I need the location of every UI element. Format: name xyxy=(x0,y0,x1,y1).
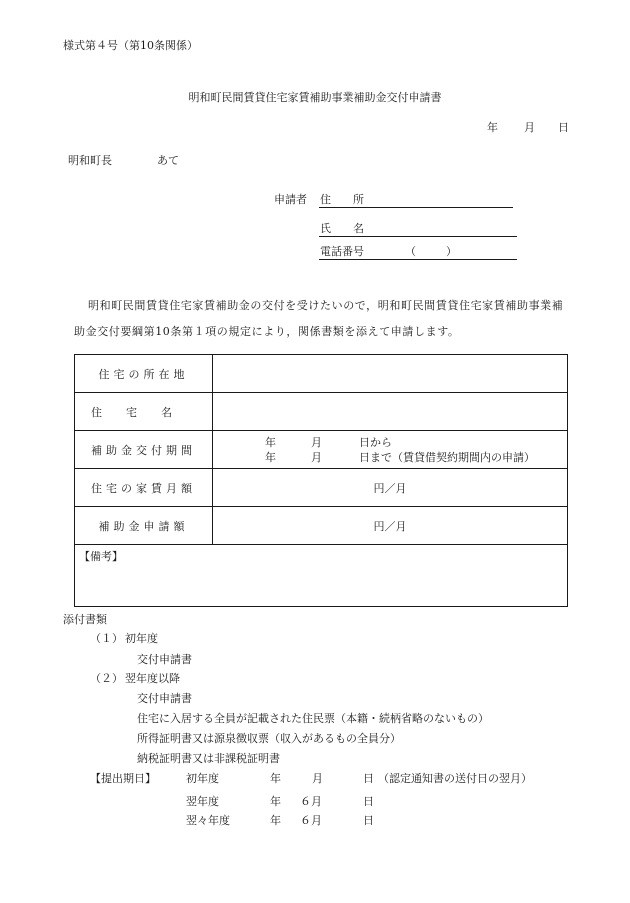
deadline-month: ６月 xyxy=(300,814,322,827)
date-day: 日 xyxy=(558,121,569,134)
phone-paren-close: ） xyxy=(446,245,457,258)
phone-label: 電話番号 xyxy=(320,245,364,258)
table-row xyxy=(75,469,568,507)
notes-field[interactable] xyxy=(75,545,568,607)
name-label: 氏 名 xyxy=(320,222,364,235)
subsidy-amount-field[interactable]: 円／月 xyxy=(213,507,568,545)
date-month: 月 xyxy=(524,121,535,134)
application-table xyxy=(74,354,568,607)
deadline-year: 年 xyxy=(270,772,281,785)
notes-label: 【備考】 xyxy=(79,550,123,563)
date-year: 年 xyxy=(487,121,498,134)
label-property-name: 住宅名 xyxy=(75,393,213,431)
table-row xyxy=(75,431,568,469)
addressee-suffix: あて xyxy=(157,154,179,167)
deadline-term: 翌年度 xyxy=(186,795,219,808)
deadline-year: 年 xyxy=(270,795,281,808)
applicant-label: 申請者 xyxy=(274,193,307,206)
body-text-line-2: 助金交付要綱第10条第１項の規定により，関係書類を添えて申請します。 xyxy=(74,325,460,338)
table-row xyxy=(75,393,568,431)
later-years-marker: （２） xyxy=(90,672,123,685)
list-item: 納税証明書又は非課税証明書 xyxy=(137,752,280,765)
address-line xyxy=(319,207,513,208)
deadline-day: 日 xyxy=(363,795,374,808)
label-subsidy-period: 補助金交付期間 xyxy=(75,431,213,469)
property-name-field[interactable] xyxy=(213,393,568,431)
deadline-note: （認定通知書の送付日の翌月） xyxy=(378,772,532,785)
period-end: 年 月 日まで（賃貸借契約期間内の申請） xyxy=(265,450,535,464)
list-item: 住宅に入居する全員が記載された住民票（本籍・続柄省略のないもの） xyxy=(137,712,489,725)
table-row xyxy=(75,507,568,545)
list-item: 交付申請書 xyxy=(137,692,192,705)
list-item: 所得証明書又は源泉徴収票（収入があるもの全員分） xyxy=(137,732,401,745)
deadline-month: 月 xyxy=(312,772,323,785)
deadline-year: 年 xyxy=(270,814,281,827)
deadline-day: 日 xyxy=(363,772,374,785)
table-row xyxy=(75,545,568,607)
period-start: 年 月 日から xyxy=(265,435,392,449)
phone-paren-open: （ xyxy=(405,245,416,258)
property-location-field[interactable] xyxy=(213,355,568,393)
later-years-label: 翌年度以降 xyxy=(125,672,180,685)
monthly-rent-field[interactable]: 円／月 xyxy=(213,469,568,507)
form-number: 様式第４号（第10条関係） xyxy=(63,39,198,52)
phone-line xyxy=(319,259,517,260)
deadline-term: 初年度 xyxy=(186,772,219,785)
label-monthly-rent: 住宅の家賃月額 xyxy=(75,469,213,507)
address-label: 住 所 xyxy=(320,193,364,206)
deadline-label: 【提出期日】 xyxy=(90,772,156,785)
table-row xyxy=(75,355,568,393)
label-property-location: 住宅の所在地 xyxy=(75,355,213,393)
list-item: 交付申請書 xyxy=(137,653,192,666)
label-subsidy-amount: 補助金申請額 xyxy=(75,507,213,545)
document-title: 明和町民間賃貸住宅家賃補助事業補助金交付申請書 xyxy=(188,91,442,104)
first-year-label: 初年度 xyxy=(125,632,158,645)
subsidy-period-field[interactable] xyxy=(213,431,568,469)
name-line xyxy=(319,236,517,237)
addressee-name: 明和町長 xyxy=(68,154,112,167)
deadline-day: 日 xyxy=(363,814,374,827)
deadline-term: 翌々年度 xyxy=(186,814,230,827)
deadline-month: ６月 xyxy=(300,795,322,808)
attachments-heading: 添付書類 xyxy=(63,613,107,626)
body-text-line-1: 明和町民間賃貸住宅家賃補助金の交付を受けたいので，明和町民間賃貸住宅家賃補助事業補 xyxy=(88,299,564,312)
first-year-marker: （１） xyxy=(90,632,123,645)
